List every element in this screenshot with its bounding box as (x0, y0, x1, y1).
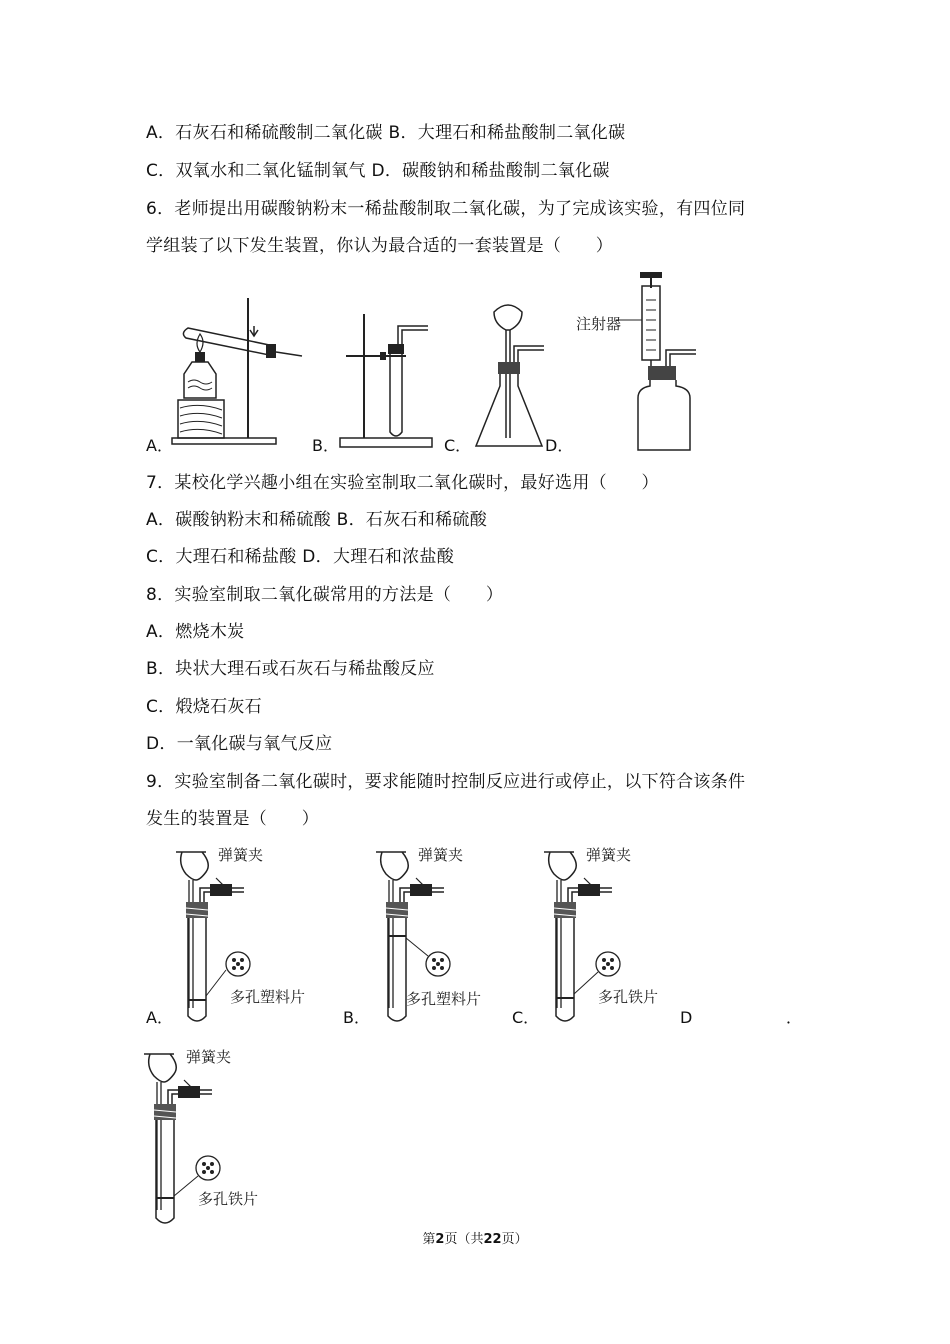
q6-label-a: A． (146, 436, 173, 455)
footer-page-number: 2 (435, 1232, 445, 1247)
q6-stem-line1: 6．老师提出用碳酸钠粉末一稀盐酸制取二氧化碳，为了完成该实验，有四位同 (146, 199, 746, 219)
q9-labels-b (406, 840, 554, 1010)
q9-labels-c (582, 840, 722, 1010)
q8-option-b: B．块状大理石或石灰石与稀盐酸反应 (146, 659, 435, 679)
q9-labels-d (182, 1042, 322, 1212)
q6-apparatus-c (468, 298, 558, 456)
q8-option-d: D．一氧化碳与氧气反应 (146, 734, 333, 754)
footer-total-pages: 22 (483, 1232, 502, 1247)
q9-stem-line1: 9．实验室制备二氧化碳时，要求能随时控制反应进行或停止，以下符合该条件 (146, 772, 746, 792)
q9-label-d: D (680, 1008, 693, 1027)
q6-stem-line2: 学组装了以下发生装置，你认为最合适的一套装置是（ ） (146, 236, 614, 256)
q9-clip-label-a: 弹簧夹 (218, 846, 264, 864)
footer-mid: 页（共 (444, 1232, 484, 1247)
q9-label-c: C． (512, 1008, 540, 1027)
q9-plastic-label-b: 多孔塑料片 (406, 990, 482, 1008)
q6-label-b: B． (312, 436, 339, 455)
q8-stem: 8．实验室制取二氧化碳常用的方法是（ ） (146, 585, 504, 605)
q9-iron-label-d: 多孔铁片 (198, 1190, 259, 1208)
q8-option-a: A．燃烧木炭 (146, 622, 245, 642)
q9-label-b: B． (343, 1008, 370, 1027)
q6-apparatus-d (620, 270, 720, 456)
q9-labels-a (214, 840, 354, 1010)
q6-label-d: D． (545, 436, 574, 455)
q6-apparatus-b (336, 310, 446, 455)
q6-syringe-label (576, 312, 636, 334)
q8-option-c: C．煅烧石灰石 (146, 697, 262, 717)
q9-label-a: A． (146, 1008, 173, 1027)
q7-stem: 7．某校化学兴趣小组在实验室制取二氧化碳时，最好选用（ ） (146, 473, 659, 493)
q6-syringe-text: 注射器 (576, 315, 622, 333)
q7-options-cd: C．大理石和稀盐酸 D．大理石和浓盐酸 (146, 547, 455, 567)
q6-apparatus-a (170, 290, 310, 450)
footer-pre: 第 (422, 1232, 436, 1247)
q9-plastic-label-a: 多孔塑料片 (230, 988, 306, 1006)
q7-options-ab: A．碳酸钠粉末和稀硫酸 B．石灰石和稀硫酸 (146, 510, 487, 530)
footer-post: 页） (501, 1232, 528, 1247)
q9-clip-label-c: 弹簧夹 (586, 846, 632, 864)
q9-clip-label-b: 弹簧夹 (418, 846, 464, 864)
q9-clip-label-d: 弹簧夹 (186, 1048, 232, 1066)
q5-options-ab: A．石灰石和稀硫酸制二氧化碳 B．大理石和稀盐酸制二氧化碳 (146, 123, 626, 143)
q6-label-c: C． (444, 436, 472, 455)
page-footer (0, 1228, 950, 1247)
q9-stem-line2: 发生的装置是（ ） (146, 809, 319, 829)
q5-options-cd: C．双氧水和二氧化锰制氧气 D．碳酸钠和稀盐酸制二氧化碳 (146, 161, 610, 181)
q9-period: ． (786, 1008, 803, 1027)
q9-iron-label-c: 多孔铁片 (598, 988, 659, 1006)
